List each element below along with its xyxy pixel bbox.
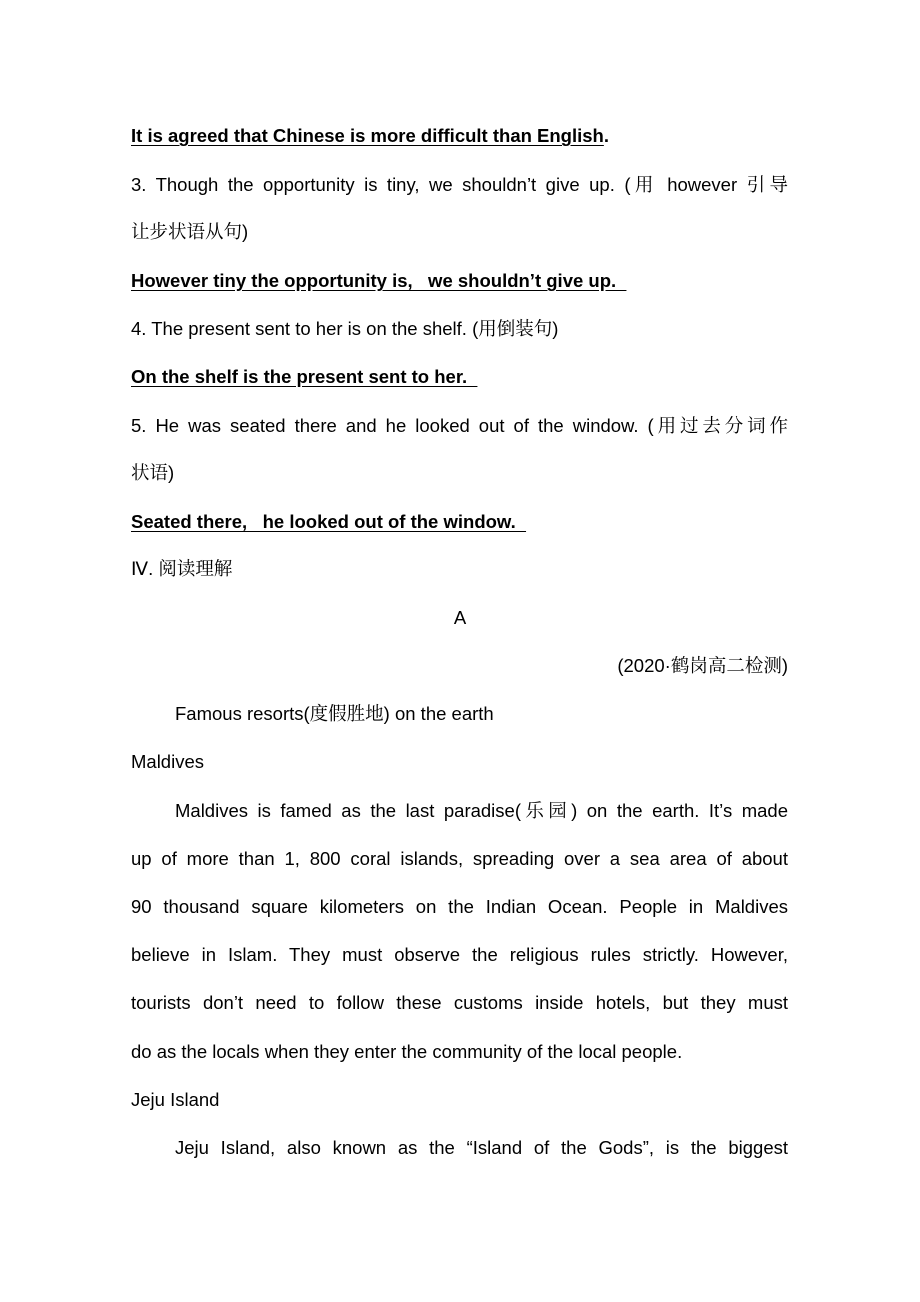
passage-source: (2020·鹤岗高二检测)	[617, 655, 788, 676]
question-4: 4. The present sent to her is on the shelf. (用倒装句)	[131, 318, 559, 339]
answer-2	[131, 123, 609, 149]
question-5-line-2: 状语)	[131, 462, 175, 483]
maldives-line: tourists don’t need to follow these customs inside hotels, but they must	[131, 992, 788, 1013]
maldives-heading: Maldives	[131, 751, 204, 772]
passage-title: Famous resorts(度假胜地) on the earth	[175, 703, 494, 724]
question-3-line-1: 3. Though the opportunity is tiny, we shouldn’t give up. (用 however 引导	[131, 174, 788, 195]
answer-5: Seated there, he looked out of the window.	[131, 511, 527, 532]
question-5-line-1: 5. He was seated there and he looked out of the window. (用过去分词作	[131, 415, 788, 436]
maldives-line: 90 thousand square kilometers on the Indian Ocean. People in Maldives	[131, 896, 788, 917]
jeju-heading: Jeju Island	[131, 1089, 220, 1110]
maldives-line: Maldives is famed as the last paradise(乐园) on the earth. It’s made	[175, 800, 788, 821]
answer-2-text: It is agreed that Chinese is more difficult than English	[131, 125, 604, 146]
question-3-line-2: 让步状语从句)	[131, 221, 249, 242]
passage-label: A	[453, 607, 467, 628]
answer-3: However tiny the opportunity is, we shouldn’t give up.	[131, 270, 627, 291]
answer-4: On the shelf is the present sent to her.	[131, 366, 478, 387]
maldives-line: do as the locals when they enter the community of the local people.	[131, 1041, 683, 1062]
maldives-line: up of more than 1, 800 coral islands, spreading over a sea area of about	[131, 848, 788, 869]
answer-2-period: .	[603, 125, 609, 146]
maldives-line: believe in Islam. They must observe the religious rules strictly. However,	[131, 944, 788, 965]
jeju-line: Jeju Island, also known as the “Island of the Gods”, is the biggest	[175, 1137, 788, 1158]
section-heading: Ⅳ. 阅读理解	[131, 558, 233, 579]
